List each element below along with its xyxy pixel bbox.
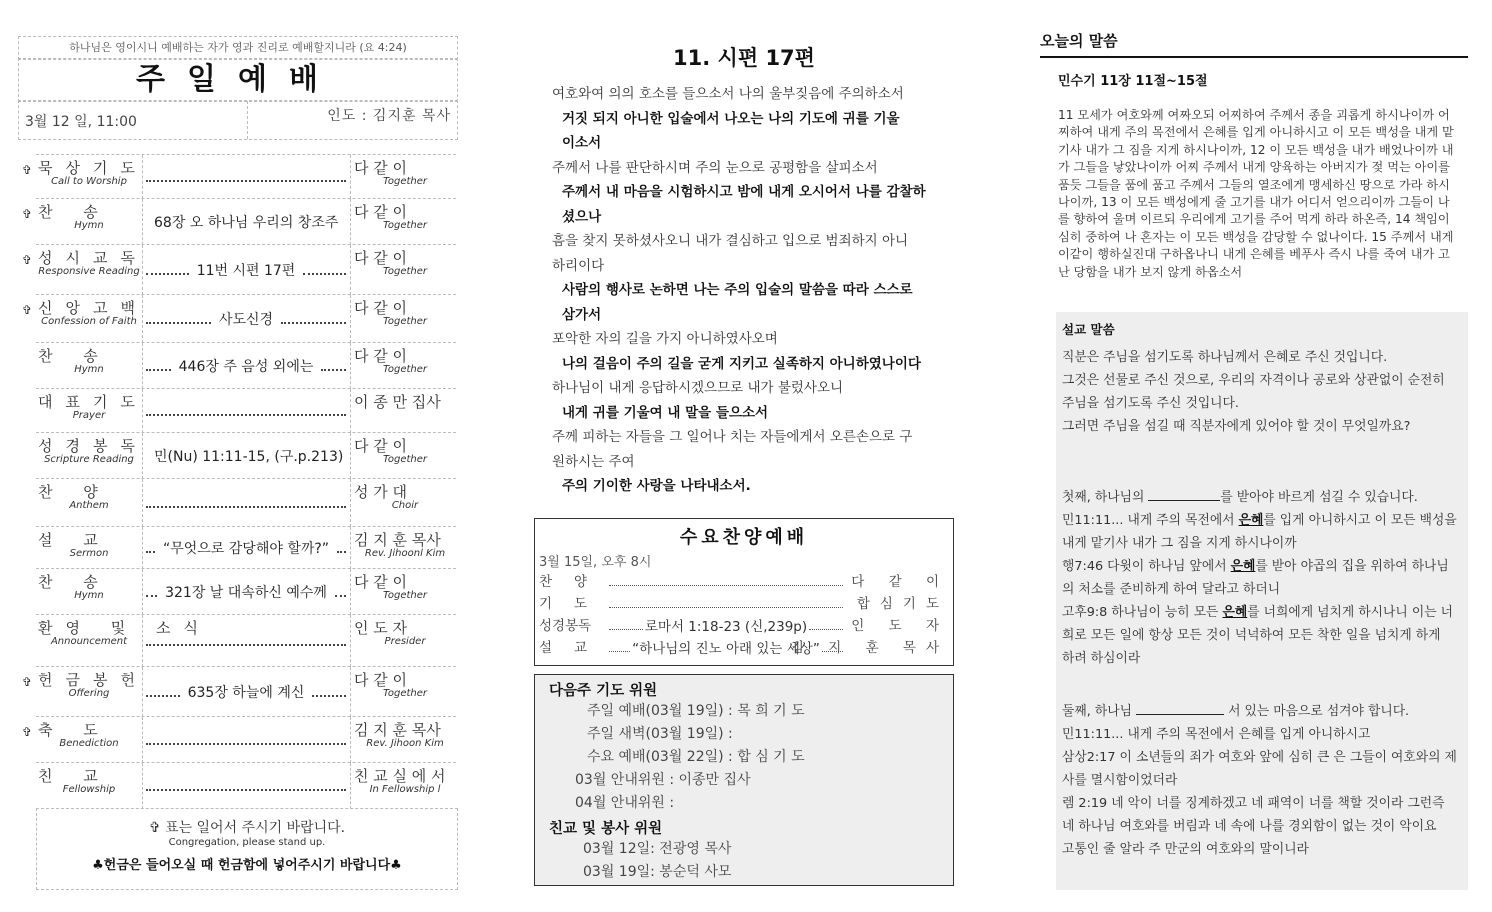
service-item [36, 432, 456, 479]
item-person-en: Together [382, 316, 427, 327]
committee-row: 주일 예배(03월 19일) : 목 희 기 도 [587, 703, 805, 719]
verse-line: 민11:11... 내게 주의 목전에서 은혜를 입게 아니하시고 [1062, 727, 1371, 742]
item-content-text: 사도신경 [218, 312, 274, 328]
psalm-line-leader: 하나님이 내게 응답하시겠으므로 내가 불렀사오니 [552, 380, 844, 396]
sermon-intro-line: 주님을 섬기도록 주신 것입니다. [1062, 396, 1239, 411]
point-two-tail: 서 있는 마음으로 섬겨야 합니다. [1224, 704, 1410, 719]
item-name-en: Announcement [50, 636, 128, 647]
item-name [38, 391, 148, 421]
service-item [22, 244, 456, 295]
committee-row: 수요 예배(03월 22일) : 합 심 기 도 [587, 749, 805, 765]
item-person-ko: 다 같 이 [354, 249, 408, 267]
wednesday-item [535, 636, 953, 658]
wednesday-item-name: 성경봉독 [539, 618, 592, 634]
psalm-line-response: 거짓 되지 아니한 입술에서 나오는 나의 기도에 귀를 기울 [562, 110, 900, 127]
item-name [38, 435, 148, 465]
item-content [144, 479, 348, 527]
highlighted-word: 은혜 [1230, 559, 1256, 574]
item-person-ko: 인 도 자 [354, 619, 408, 637]
service-item [36, 568, 456, 615]
item-name-ko: 성경봉독 [38, 437, 148, 455]
wednesday-item [535, 592, 953, 614]
item-person-en: Together [382, 176, 427, 187]
service-item [22, 154, 456, 199]
item-name-en: Anthem [69, 500, 109, 511]
wednesday-item-person: 다 같 이 [851, 574, 949, 590]
divider [350, 155, 351, 199]
item-name [38, 719, 140, 749]
service-item [36, 478, 456, 527]
item-content [144, 199, 348, 245]
item-name-en: Hymn [74, 364, 104, 375]
fellowship-committee-heading: 친교 및 봉사 위원 [549, 821, 663, 837]
verse-line: 렘 2:19 네 악이 너를 징계하겠고 네 패역이 너를 책할 것이라 그런즉 [1062, 796, 1445, 811]
item-person [354, 719, 456, 749]
psalm-line-response: 나의 걸음이 주의 길을 굳게 지키고 실족하지 아니하였나이다 [562, 355, 921, 372]
divider [350, 295, 351, 343]
divider [350, 569, 351, 615]
divider [142, 717, 143, 763]
item-name-ko: 헌금봉헌 [38, 671, 148, 689]
offering-notice: ♣헌금은 들어오실 때 헌금함에 넣어주시기 바랍니다♣ [92, 858, 402, 873]
divider [350, 389, 351, 433]
wednesday-item [535, 614, 953, 636]
item-name [38, 669, 148, 699]
divider [142, 433, 143, 479]
item-name-ko: 환영 및 소식 [38, 619, 211, 637]
item-content [144, 527, 348, 569]
item-person-en: Together [382, 364, 427, 375]
stand-notice: ✞ 표는 일어서 주시기 바랍니다. [148, 820, 346, 836]
todays-word-panel [1040, 30, 1468, 900]
item-person-ko: 이 종 만 집사 [354, 393, 441, 411]
verse-line [1062, 532, 1468, 555]
footer-notice [36, 808, 458, 890]
item-name [38, 571, 140, 601]
sermon-intro-line: 그것은 선물로 주신 것으로, 우리의 자격이나 공로와 상관없이 순전히 [1062, 373, 1445, 388]
stand-up-icon: ✞ [22, 207, 33, 221]
psalm-text [532, 82, 956, 499]
item-person [354, 435, 456, 465]
divider [350, 479, 351, 527]
psalm-line-response: 주께서 내 마음을 시험하시고 밤에 내게 오시어서 나를 감찰하 [562, 184, 926, 200]
item-person [354, 481, 456, 511]
divider [350, 667, 351, 717]
scripture-body: 11 모세가 여호와께 여짜오되 어찌하여 주께서 종을 괴롭게 하시나이까 어찌하여 내게 주의 목전에서 은혜를 입게 아니하시고 이 모든 백성을 내게 맡기사 내가 그 짐을 지게 하시나이까, 12 이 모든 백성을 내가 배었나이까 내가 그들을 낳았나이까 어찌 주께서 내게 양육하는 아버지가 젖 먹는 아이를 품듯 그들을 품에 품고 주께서 그들의 열조에게 맹세하신 땅으로 가라 하시나이까, 13 이 모든 백성에게 줄 고기를 내가 어디서 얻으리이까 그들이 나를 향하여 울며 이르되 우리에게 고기를 주어 먹게 하라 하온즉, 14 책임이 심히 중하여 나 혼자는 이 모든 백성을 감당할 수 없나이다. 15 주께서 내게 이같이 행하실진대 구하옵나니 내게 은혜를 베푸사 즉시 나를 죽여 내가 고난 당함을 내가 보지 않게 하옵소서 [1058, 108, 1454, 279]
service-item [36, 762, 456, 809]
committee-row: 03월 19일: 봉순덕 사모 [583, 864, 732, 880]
verse-text: 를 입게 아니하시고 이 모든 백성을 [1263, 513, 1457, 528]
service-item [22, 294, 456, 343]
stand-up-icon: ✞ [22, 675, 33, 689]
item-person-ko: 다 같 이 [354, 299, 408, 317]
service-item [36, 614, 456, 667]
service-item [36, 388, 456, 433]
item-person [354, 529, 456, 559]
wednesday-item-person: 김 지 훈 목사 [790, 640, 949, 656]
item-person-ko: 성 가 대 [354, 483, 408, 501]
sermon-intro-line: 그러면 주님을 섬길 때 직분자에게 있어야 할 것이 무엇일까요? [1062, 419, 1411, 434]
wednesday-item-name: 설교 [539, 640, 610, 656]
item-person-en: Together [382, 590, 427, 601]
item-content-text: “무엇으로 감당해야 할까?” [162, 541, 330, 557]
item-person [354, 201, 456, 231]
stand-up-icon: ✞ [22, 303, 33, 317]
divider [350, 763, 351, 809]
verse-text: 민11:11... 내게 주의 목전에서 [1062, 513, 1239, 528]
item-name-ko: 축 도 [38, 721, 111, 739]
divider [350, 433, 351, 479]
item-name-en: Call to Worship [51, 176, 127, 187]
divider [142, 569, 143, 615]
item-name [38, 529, 140, 559]
divider [142, 199, 143, 245]
verse-text: 의 처소를 준비하게 하여 달라고 하더니 [1062, 582, 1281, 597]
verse-line: 사를 멸시함이었더라 [1062, 773, 1178, 788]
psalm-line-response: 주의 기이한 사랑을 나타내소서. [562, 478, 751, 494]
item-name [38, 481, 140, 511]
stand-up-icon: ✞ [22, 725, 33, 739]
item-person-en: Rev. Jihoonl Kim [364, 548, 446, 559]
item-person [354, 157, 456, 187]
committee-row: 04월 안내위원 : [575, 795, 675, 811]
item-person-ko: 다 같 이 [354, 437, 408, 455]
divider [350, 615, 351, 667]
wednesday-item [535, 570, 953, 592]
committee-row: 03월 안내위원 : 이종만 집사 [575, 772, 751, 788]
item-name-en: Scripture Reading [44, 454, 134, 465]
wednesday-order [535, 570, 953, 658]
item-content-text: 446장 주 음성 외에는 [178, 359, 314, 375]
item-person [354, 391, 456, 410]
psalm-line-response: 셨으나 [562, 208, 602, 225]
service-item [36, 526, 456, 569]
wednesday-item-person: 합심기도 [856, 596, 949, 612]
verse-line [1062, 578, 1468, 601]
item-name [38, 297, 148, 327]
item-person-en: Presider [384, 636, 426, 647]
service-item [22, 716, 456, 763]
verse-text: 희로 모든 일에 항상 모든 것이 넉넉하여 모든 착한 일을 넘치게 하게 [1062, 628, 1441, 643]
divider [350, 199, 351, 245]
item-person-ko: 다 같 이 [354, 347, 408, 365]
item-content [144, 295, 348, 343]
scripture-reference: 민수기 11장 11절~15절 [1058, 74, 1208, 89]
item-name-en: Sermon [69, 548, 109, 559]
item-content-text: 68장 오 하나님 우리의 창조주 [154, 215, 339, 231]
divider [142, 615, 143, 667]
wednesday-item-content: “하나님의 진노 아래 있는 세상” [632, 641, 820, 657]
stand-notice-en: Congregation, please stand up. [168, 837, 326, 848]
item-person-ko: 다 같 이 [354, 203, 408, 221]
item-person [354, 617, 456, 647]
item-content [144, 569, 348, 615]
item-name-en: Prayer [72, 410, 106, 421]
item-person-ko: 다 같 이 [354, 671, 408, 689]
divider [142, 763, 143, 809]
item-person-ko: 다 같 이 [354, 573, 408, 591]
stand-up-icon: ✞ [22, 163, 33, 177]
divider [142, 245, 143, 295]
item-person [354, 765, 456, 795]
psalm-line-leader: 포악한 자의 길을 가지 아니하였사오며 [552, 331, 778, 347]
wednesday-service-box [534, 518, 954, 666]
verse-text: 행7:46 다윗이 하나님 앞에서 [1062, 559, 1231, 574]
item-name [38, 345, 140, 375]
fill-in-blank [1136, 702, 1224, 715]
item-person [354, 669, 456, 699]
committee-row: 03월 12일: 전광영 목사 [583, 841, 732, 857]
verse-text: 를 너희에게 넘치게 하시나니 이는 너 [1247, 605, 1453, 620]
divider [142, 155, 143, 199]
date-leader-row [18, 100, 458, 140]
verse-line: 고통인 줄 알라 주 만군의 여호와의 말이니라 [1062, 842, 1309, 857]
item-name-ko: 대표기도 [38, 393, 148, 411]
verse-line: 삼상2:17 이 소년들의 죄가 여호와 앞에 심히 큰 은 그들이 여호와의 제 [1062, 750, 1457, 765]
verse-line [1062, 647, 1468, 670]
item-name [38, 765, 140, 795]
item-content [144, 717, 348, 763]
item-content [144, 667, 348, 717]
item-person-en: Choir [391, 500, 419, 511]
psalm-line-response: 삼가서 [562, 306, 602, 323]
item-name [38, 617, 211, 647]
verse-line: 네 하나님 여호와를 버림과 네 속에 나를 경외함이 없는 것이 악이요 [1062, 819, 1437, 834]
divider [142, 527, 143, 569]
highlighted-word: 은혜 [1222, 605, 1248, 620]
wednesday-item-name: 찬양 [539, 574, 610, 590]
psalm-line-leader: 하리이다 [552, 257, 605, 274]
service-leader: 인도 : 김지훈 목사 [327, 108, 451, 124]
verse-line [1062, 509, 1468, 532]
psalm-title: 11. 시편 17편 [673, 46, 815, 70]
psalm-line-leader: 흠을 찾지 못하셨사오니 내가 결심하고 입으로 범죄하지 아니 [552, 233, 909, 249]
verse-line [1062, 601, 1468, 624]
item-person-en: Together [382, 688, 427, 699]
verse-text: 하려 하심이라 [1062, 651, 1141, 666]
section-title: 오늘의 말씀 [1040, 30, 1468, 58]
psalm-line-leader: 원하시는 주여 [552, 453, 635, 470]
psalm-line-leader: 주께 피하는 자들을 그 일어나 치는 자들에게서 오른손으로 구 [552, 429, 913, 445]
item-name-en: Hymn [74, 220, 104, 231]
item-person-en: Together [382, 266, 427, 277]
item-person [354, 247, 456, 277]
item-name-en: Confession of Faith [41, 316, 137, 327]
fellowship-committee-list [535, 838, 953, 884]
item-name-ko: 찬 송 [38, 347, 111, 365]
item-content [144, 615, 348, 667]
divider [142, 389, 143, 433]
wednesday-title: 수요찬양예배 [679, 527, 809, 548]
highlighted-word: 은혜 [1238, 513, 1264, 528]
psalm-line-leader: 여호와여 의의 호소를 들으소서 나의 울부짖음에 주의하소서 [552, 86, 904, 102]
item-name-ko: 신앙고백 [38, 299, 148, 317]
item-person-ko: 친 교 실 에 서 [354, 767, 446, 785]
sermon-intro-line: 직분은 주님을 섬기도록 하나님께서 은혜로 주신 것입니다. [1062, 350, 1388, 365]
stand-up-icon: ✞ [22, 253, 33, 267]
prayer-committee-heading: 다음주 기도 위원 [549, 683, 658, 699]
service-item [36, 342, 456, 389]
item-person [354, 345, 456, 375]
point-two-lead: 둘째, 하나님 [1062, 704, 1137, 719]
sermon-heading: 설교 말씀 [1062, 322, 1115, 337]
page-title: 주일예배 [18, 58, 458, 102]
item-name-ko: 설 교 [38, 531, 111, 549]
divider [350, 343, 351, 389]
item-name-ko: 묵상기도 [38, 159, 148, 177]
prayer-committee-list [535, 700, 953, 815]
psalm-line-response: 이소서 [562, 135, 602, 151]
item-name-ko: 찬 송 [38, 203, 111, 221]
next-week-box [534, 674, 954, 886]
item-person [354, 297, 456, 327]
item-name-en: Hymn [74, 590, 104, 601]
service-item [22, 666, 456, 717]
item-content [144, 155, 348, 199]
committee-row: 주일 새벽(03월 19일) : [587, 726, 733, 742]
item-content [144, 433, 348, 479]
divider [247, 101, 248, 139]
divider [350, 527, 351, 569]
header-verse: 하나님은 영이시니 예배하는 자가 영과 진리로 예배할지니라 (요 4:24) [18, 36, 458, 60]
item-name [38, 157, 148, 187]
item-name [38, 201, 140, 231]
item-content-text: 321장 날 대속하신 예수께 [165, 585, 327, 601]
wednesday-date: 3월 15일, 오후 8시 [539, 555, 652, 570]
point-two [1062, 700, 1468, 723]
item-person-en: In Fellowship l [369, 784, 441, 795]
item-person-ko: 김 지 훈 목사 [354, 531, 441, 549]
item-person-en: Together [382, 220, 427, 231]
divider [142, 343, 143, 389]
item-person [354, 571, 456, 601]
verse-line [1062, 624, 1468, 647]
psalm-line-leader: 주께서 나를 판단하시며 주의 눈으로 공평함을 살피소서 [552, 159, 878, 176]
item-name-ko: 찬 양 [38, 483, 111, 501]
service-item [22, 198, 456, 245]
divider [350, 717, 351, 763]
item-name-ko: 성시교독 [38, 249, 148, 267]
divider [142, 479, 143, 527]
psalm-line-response: 사람의 행사로 논하면 나는 주의 입술의 말씀을 따라 스스로 [562, 282, 913, 298]
service-date: 3월 12 일, 11:00 [25, 114, 137, 130]
fill-in-blank [1148, 488, 1220, 501]
verse-text: 내게 맡기사 내가 그 짐을 지게 하시나이까 [1062, 536, 1297, 551]
item-content [144, 245, 348, 295]
verse-text: 를 받아 야곱의 집을 위하여 하나님 [1255, 559, 1449, 574]
point-one [1062, 486, 1468, 509]
item-content-text: 11번 시편 17편 [196, 263, 296, 279]
divider [350, 245, 351, 295]
item-content [144, 343, 348, 389]
worship-order-panel [18, 36, 458, 888]
sermon-intro [1056, 346, 1468, 438]
item-name-ko: 찬 송 [38, 573, 111, 591]
divider [142, 295, 143, 343]
point-one-lead: 첫째, 하나님의 [1062, 490, 1149, 505]
item-name-ko: 친 교 [38, 767, 111, 785]
wednesday-item-name: 기도 [539, 596, 610, 612]
item-content-text: 635장 하늘에 계신 [187, 685, 305, 701]
point-one-tail: 를 받아야 바르게 섬길 수 있습니다. [1220, 490, 1418, 505]
item-content [144, 763, 348, 809]
verse-text: 고후9:8 하나님이 능히 모든 [1062, 605, 1223, 620]
item-person-ko: 김 지 훈 목사 [354, 721, 441, 739]
responsive-reading-panel [532, 36, 956, 896]
item-name-en: Responsive Reading [38, 266, 140, 277]
item-person-ko: 다 같 이 [354, 159, 408, 177]
point-one-verses [1056, 509, 1468, 670]
item-content-text: 민(Nu) 11:11-15, (구.p.213) [154, 449, 344, 465]
item-name-en: Fellowship [62, 784, 116, 795]
verse-line [1062, 555, 1468, 578]
item-name-en: Benediction [59, 738, 119, 749]
item-person-en: Rev. Jihoon Kim [366, 738, 444, 749]
divider [142, 667, 143, 717]
item-content [144, 389, 348, 433]
wednesday-item-person: 인 도 자 [851, 618, 949, 634]
wednesday-item-content: 로마서 1:18-23 (신,239p) [644, 619, 808, 635]
point-two-verses [1056, 723, 1468, 861]
sermon-notes [1056, 312, 1468, 890]
item-name-en: Offering [68, 688, 110, 699]
psalm-line-response: 내게 귀를 기울여 내 말을 들으소서 [562, 404, 769, 421]
item-name [38, 247, 148, 277]
item-person-en: Together [382, 454, 427, 465]
